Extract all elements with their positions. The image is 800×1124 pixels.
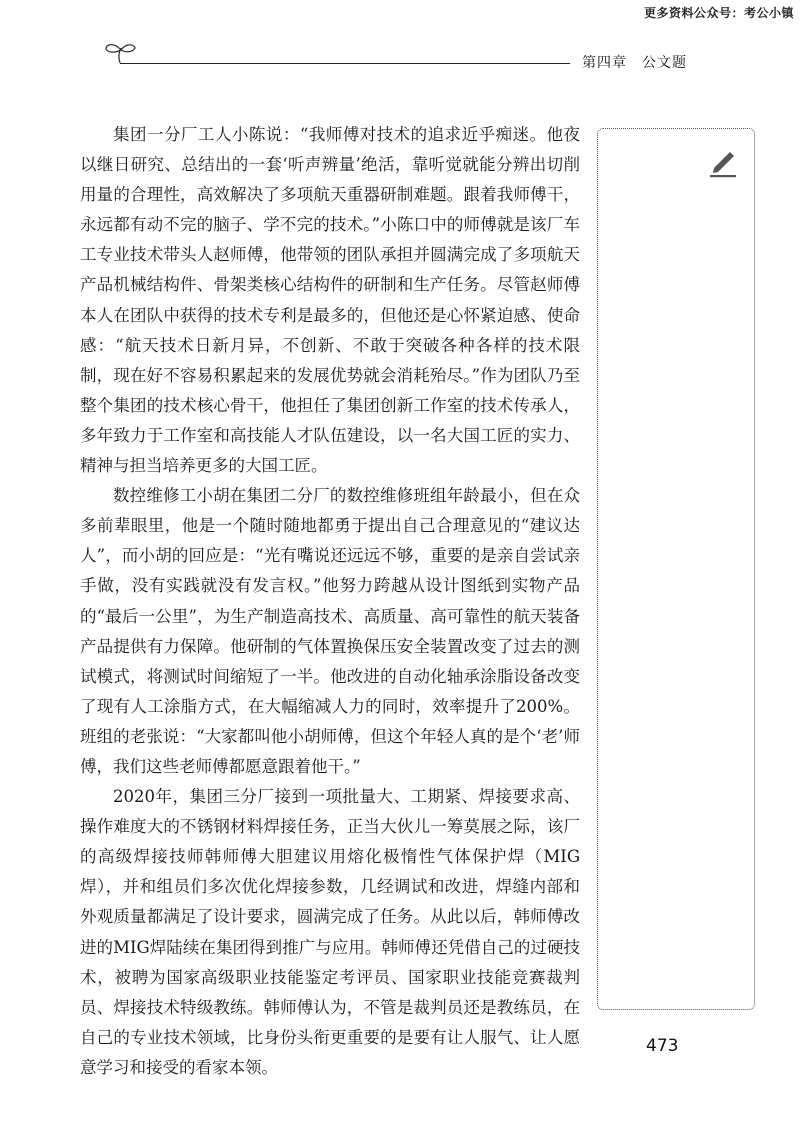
sprout-icon [106,45,135,63]
body-text [80,120,580,1083]
notes-sidebar-box [597,128,755,1010]
header-rule [120,63,570,64]
pencil-icon [706,148,740,178]
paragraph: 2020年，集团三分厂接到一项批量大、工期紧、焊接要求高、操作难度大的不锈钢材料焊接任务，正当大伙儿一筹莫展之际，该厂的高级焊接技师韩师傅大胆建议用熔化极惰性气体保护焊（MIG焊），并和组员们多次优化焊接参数，几经调试和改进，焊缝内部和外观质量都满足了设计要求，圆满完成了任务。从此以后，韩师傅改进的MIG焊陆续在集团得到推广与应用。韩师傅还凭借自己的过硬技术，被聘为国家高级职业技能鉴定考评员、国家职业技能竞赛裁判员、焊接技术特级教练。韩师傅认为，不管是裁判员还是教练员，在自己的专业技术领域，比身份头衔更重要的是要有让人服气、让人愿意学习和接受的看家本领。 [80,787,580,1077]
chapter-heading: 第四章 公文题 [582,55,687,71]
paragraph: 数控维修工小胡在集团二分厂的数控维修班组年龄最小，但在众多前辈眼里，他是一个随时随地都勇于提出自己合理意见的“建议达人”，而小胡的回应是：“光有嘴说还远远不够，重要的是亲自尝试亲手做，没有实践就没有发言权。”他努力跨越从设计图纸到实物产品的“最后一公里”，为生产制造高技术、高质量、高可靠性的航天装备产品提供有力保障。他研制的气体置换保压安全装置改变了过去的测试模式，将测试时间缩短了一半。他改进的自动化轴承涂脂设备改变了现有人工涂脂方式，在大幅缩减人力的同时，效率提升了200%。班组的老张说：“大家都叫他小胡师傅，但这个年轻人真的是个‘老’师傅，我们这些老师傅都愿意跟着他干。” [80,486,580,776]
page-number: 473 [646,1036,679,1056]
watermark-text: 更多资料公众号：考公小镇 [643,6,794,20]
paragraph: 集团一分厂工人小陈说：“我师傅对技术的追求近乎痴迷。他夜以继日研究、总结出的一套‘听声辨量’绝活，靠听觉就能分辨出切削用量的合理性，高效解决了多项航天重器研制难题。跟着我师傅干，永远都有动不完的脑子、学不完的技术。”小陈口中的师傅就是该厂车工专业技术带头人赵师傅，他带领的团队承担并圆满完成了多项航天产品机械结构件、骨架类核心结构件的研制和生产任务。尽管赵师傅本人在团队中获得的技术专利是最多的，但他还是心怀紧迫感、使命感：“航天技术日新月异，不创新、不敢于突破各种各样的技术限制，现在好不容易积累起来的发展优势就会消耗殆尽。”作为团队乃至整个集团的技术核心骨干，他担任了集团创新工作室的技术传承人，多年致力于工作室和高技能人才队伍建设，以一名大国工匠的实力、精神与担当培养更多的大国工匠。 [80,125,580,476]
